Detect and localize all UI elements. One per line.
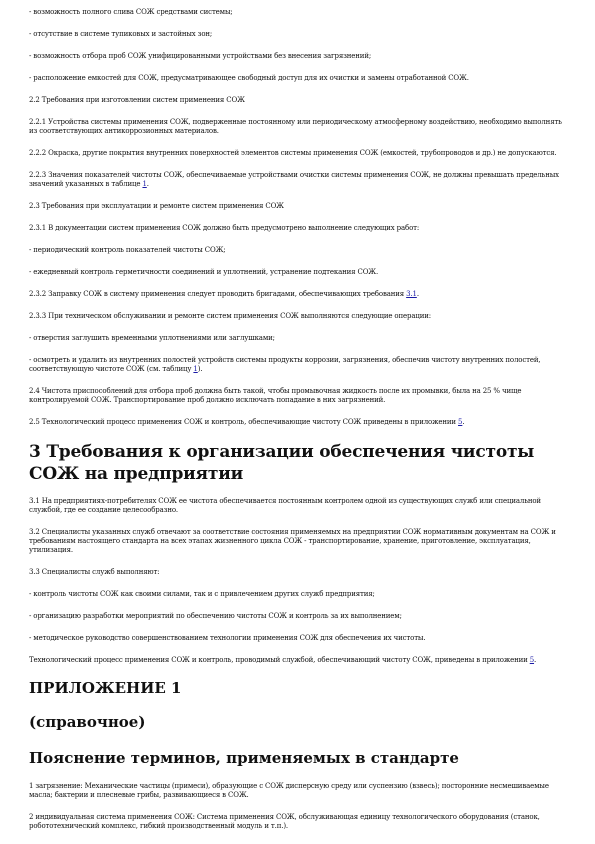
appendix-subtitle: (справочное) — [29, 713, 146, 731]
paragraph: - возможность отбора проб СОЖ унифицированными устройствами без внесения загрязнений; — [29, 52, 372, 60]
paragraph — [29, 290, 569, 299]
table-1-link[interactable]: 1 — [193, 365, 198, 373]
section-3-heading: 3 Требования к организации обеспечения чистоты СОЖ на предприятии — [29, 442, 535, 484]
paragraph — [29, 418, 569, 427]
paragraph: - методическое руководство совершенствованием технологии применения СОЖ для обеспечения их чистоты. — [29, 634, 426, 642]
table-1-link[interactable]: 1 — [142, 180, 147, 188]
paragraph: - возможность полного слива СОЖ средствами системы; — [29, 8, 233, 16]
paragraph-end: . — [146, 180, 149, 188]
paragraph-end: . — [462, 418, 465, 426]
paragraph: - расположение емкостей для СОЖ, предусматривающее свободный доступ для их очистки и замены отработанной СОЖ. — [29, 74, 469, 82]
term-definition: 1 загрязнение: Механические частицы (примеси), образующие с СОЖ дисперсную среду или суспензию (взвесь); посторонние несмешиваемые масла; бактерии и плесневые грибы, развивающиеся в СОЖ. — [29, 782, 549, 799]
appendix-heading: Пояснение терминов, применяемых в стандарте — [29, 749, 459, 767]
paragraph-text: 2.5 Технологический процесс применения СОЖ и контроль, обеспечивающие чистоту СОЖ приведены в приложении — [29, 418, 456, 426]
paragraph: 3.2 Специалисты указанных служб отвечают за соответствие состояния применяемых на предприятии СОЖ нормативным документам на СОЖ и требованиям настоящего стандарта на всех этапах жизненного цикла СОЖ - транспортирование, хранение, приготовление, эксплуатация, утилизация. — [29, 528, 556, 554]
paragraph: - периодический контроль показателей чистоты СОЖ; — [29, 246, 226, 254]
paragraph — [29, 171, 569, 189]
term-definition: 2 индивидуальная система применения СОЖ: Система применения СОЖ, обслуживающая единицу технологического оборудования (станок, робототехнический комплекс, гибкий производственный модуль и т.п.). — [29, 813, 540, 830]
paragraph-end: . — [534, 656, 537, 664]
paragraph-end: . — [416, 290, 419, 298]
paragraph — [29, 356, 569, 374]
paragraph: - отсутствие в системе тупиковых и застойных зон; — [29, 30, 213, 38]
subsection-title: 2.2 Требования при изготовлении систем применения СОЖ — [29, 96, 245, 104]
item-3-1-link[interactable]: 3.1 — [406, 290, 417, 298]
paragraph: - отверстия заглушить временными уплотнениями или заглушками; — [29, 334, 275, 342]
paragraph-text: 2.2.3 Значения показателей чистоты СОЖ, обеспечиваемые устройствами очистки системы применения СОЖ, не должны превышать предельных значений указанных в таблице — [29, 171, 559, 188]
paragraph-text: - осмотреть и удалить из внутренних полостей устройств системы продукты коррозии, загрязнения, обеспечив чистоту внутренних полостей, соответствующую чистоте СОЖ (см. таблицу — [29, 356, 541, 373]
paragraph: - контроль чистоты СОЖ как своими силами, так и с привлечением других служб предприятия; — [29, 590, 375, 598]
paragraph — [29, 656, 569, 665]
paragraph: 3.1 На предприятиях-потребителях СОЖ ее чистота обеспечивается постоянным контролем одной из существующих служб или специальной службой, где ее создание целесообразно. — [29, 497, 541, 514]
paragraph: 2.3.3 При техническом обслуживании и ремонте систем применения СОЖ выполняются следующие операции: — [29, 312, 431, 320]
paragraph: - ежедневный контроль герметичности соединений и уплотнений, устранение подтекания СОЖ. — [29, 268, 379, 276]
paragraph-end: ). — [197, 365, 203, 373]
paragraph-text: Технологический процесс применения СОЖ и контроль, проводимый службой, обеспечивающий чистоту СОЖ, приведены в приложении — [29, 656, 528, 664]
paragraph: - организацию разработки мероприятий по обеспечению чистоты СОЖ и контроль за их выполнением; — [29, 612, 402, 620]
paragraph: 2.2.2 Окраска, другие покрытия внутренних поверхностей элементов системы применения СОЖ (емкостей, трубопроводов и др.) не допускаются. — [29, 149, 557, 157]
paragraph: 3.3 Специалисты служб выполняют: — [29, 568, 160, 576]
paragraph: 2.2.1 Устройства системы применения СОЖ, подверженные постоянному или периодическому атмосферному воздействию, необходимо выполнять из соответствующих антикоррозионных материалов. — [29, 118, 562, 135]
appendix-title: ПРИЛОЖЕНИЕ 1 — [29, 679, 182, 697]
subsection-title: 2.3 Требования при эксплуатации и ремонте систем применения СОЖ — [29, 202, 284, 210]
paragraph: 2.4 Чистота приспособлений для отбора проб должна быть такой, чтобы промывочная жидкость после их промывки, была на 25 % чище контролируемой СОЖ. Транспортирование проб должно исключать попадание в них загрязнений. — [29, 387, 522, 404]
paragraph-text: 2.3.2 Заправку СОЖ в систему применения следует проводить бригадами, обеспечивающих требования — [29, 290, 405, 298]
appendix-5-link[interactable]: 5 — [458, 418, 463, 426]
paragraph: 2.3.1 В документации систем применения СОЖ должно быть предусмотрено выполнение следующих работ: — [29, 224, 420, 232]
document-page — [29, 8, 569, 844]
appendix-5-link[interactable]: 5 — [529, 656, 535, 664]
